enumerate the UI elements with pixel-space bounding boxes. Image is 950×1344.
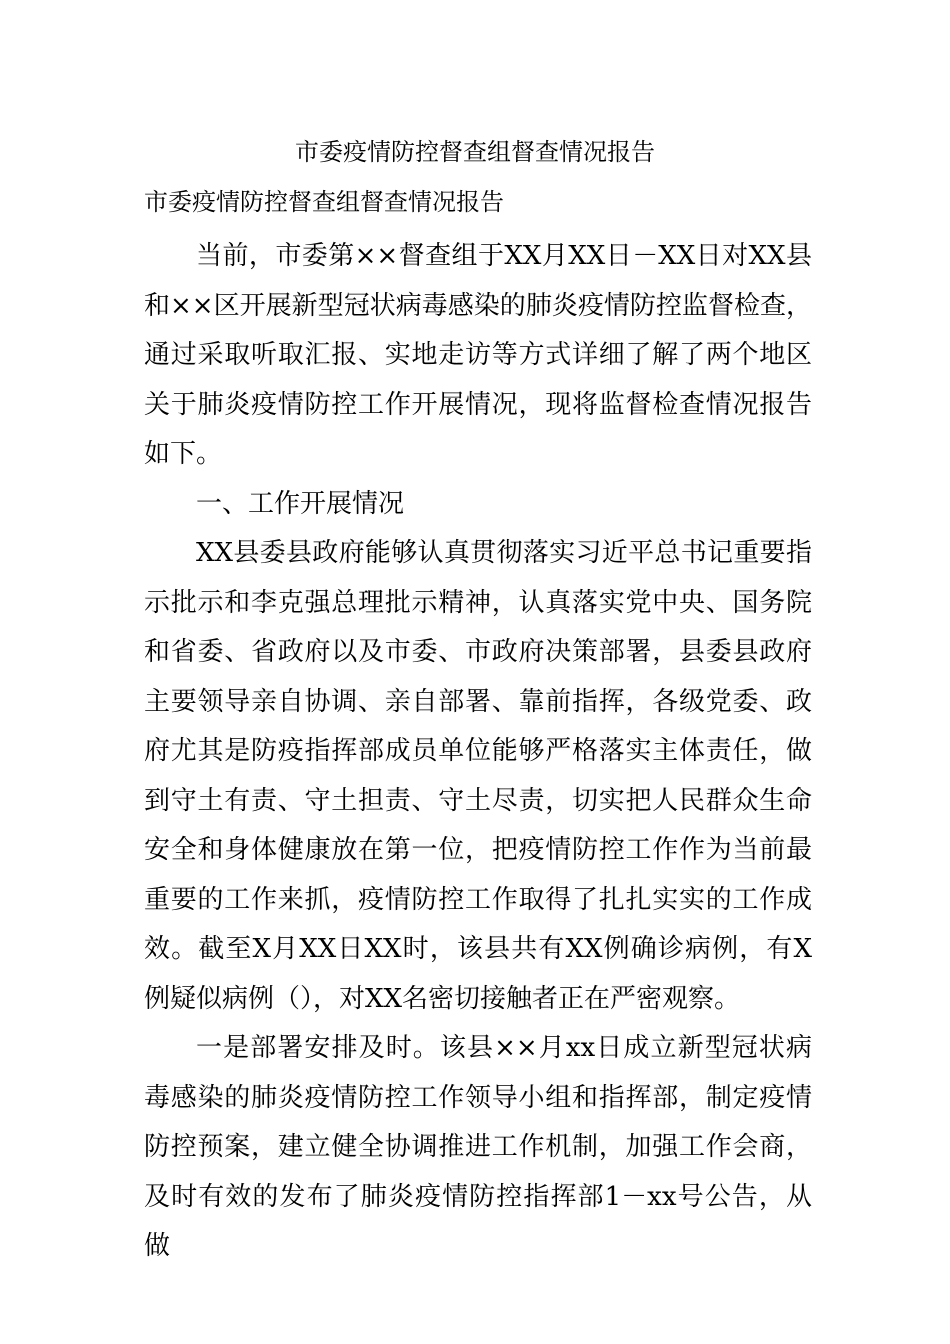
- paragraph-intro: 当前，市委第××督查组于XX月XX日－XX日对XX县和××区开展新型冠状病毒感染的肺炎疫情防控监督检查，通过采取听取汇报、实地走访等方式详细了解了两个地区关于肺炎疫情防控工作开展情况，现将监督检查情况报告如下。: [144, 241, 812, 469]
- document-subtitle: 市委疫情防控督查组督查情况报告: [144, 188, 504, 216]
- paragraph-overview: XX县委县政府能够认真贯彻落实习近平总书记重要指示批示和李克强总理批示精神，认真落实党中央、国务院和省委、省政府以及市委、市政府决策部署，县委县政府主要领导亲自协调、亲自部署、靠前指挥，各级党委、政府尤其是防疫指挥部成员单位能够严格落实主体责任，做到守土有责、守土担责、守土尽责，切实把人民群众生命安全和身体健康放在第一位，把疫情防控工作作为当前最重要的工作来抓，疫情防控工作取得了扎扎实实的工作成效。截至X月XX日XX时，该县共有XX例确诊病例，有X例疑似病例（），对XX名密切接触者正在严密观察。: [144, 538, 812, 1014]
- document-body: [144, 232, 812, 1272]
- document-title: 市委疫情防控督查组督查情况报告: [295, 138, 655, 166]
- paragraph-deployment: 一是部署安排及时。该县××月xx日成立新型冠状病毒感染的肺炎疫情防控工作领导小组和指挥部，制定疫情防控预案，建立健全协调推进工作机制，加强工作会商，及时有效的发布了肺炎疫情防控指挥部1－xx号公告，从做: [144, 1033, 812, 1261]
- section-heading: 一、工作开展情况: [196, 488, 405, 519]
